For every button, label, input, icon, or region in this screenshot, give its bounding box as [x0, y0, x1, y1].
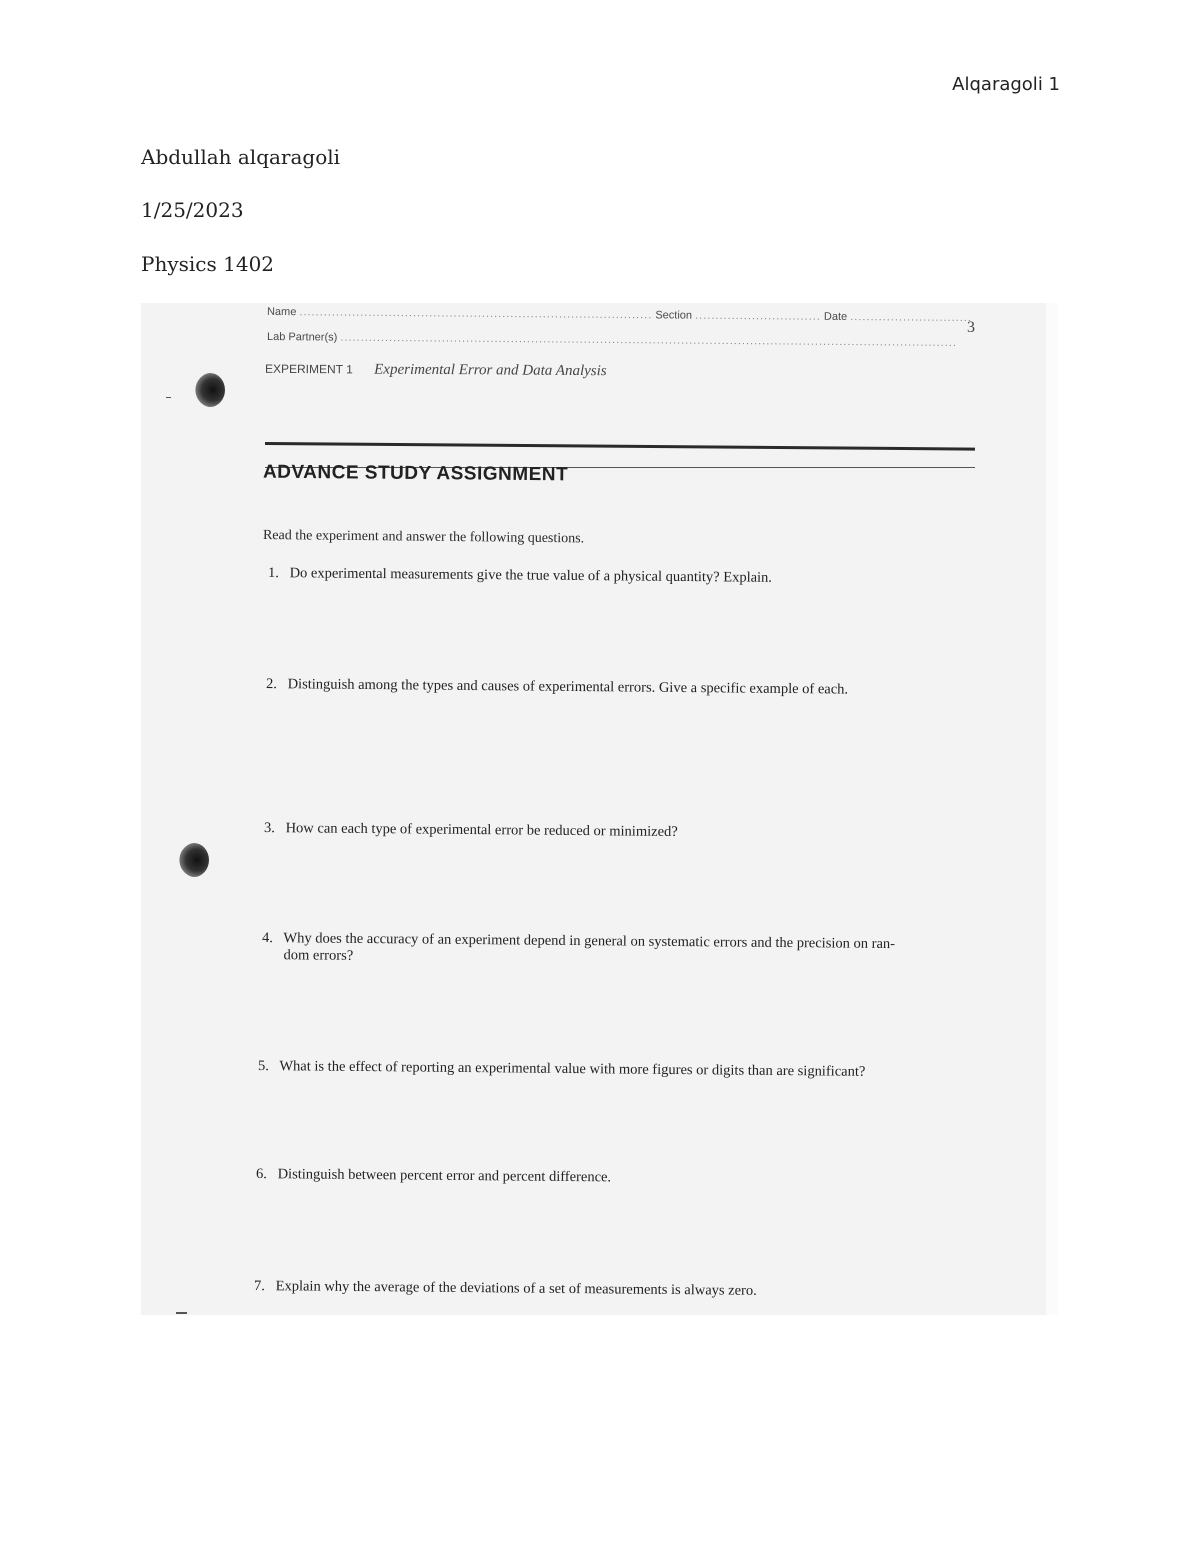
question-number: 3. — [263, 820, 275, 837]
question-text: Do experimental measurements give the true value of a physical quantity? Explain. — [289, 565, 773, 586]
question-2 — [266, 676, 848, 699]
submission-date: 1/25/2023 — [141, 198, 244, 222]
section-dots: ............................... — [695, 309, 821, 323]
section-label: Section — [655, 309, 693, 322]
question-text: Distinguish between percent error and percent difference. — [277, 1166, 612, 1186]
name-dots: ....................................................................................... — [299, 306, 653, 322]
question-6 — [256, 1166, 611, 1186]
experiment-title: Experimental Error and Data Analysis — [374, 361, 607, 380]
question-text: Distinguish among the types and causes of experimental errors. Give a specific example of each. — [287, 676, 849, 698]
scan-mark — [176, 1312, 187, 1314]
question-number: 7. — [253, 1278, 265, 1295]
question-text: Explain why the average of the deviations of a set of measurements is always zero. — [275, 1278, 757, 1299]
assignment-intro: Read the experiment and answer the following questions. — [262, 528, 585, 547]
name-label: Name — [266, 305, 297, 319]
question-number: 1. — [267, 565, 279, 582]
question-7 — [254, 1278, 757, 1300]
punch-hole-middle — [179, 843, 209, 877]
question-text: Why does the accuracy of an experiment depend in general on systematic errors and the precision on ran- — [283, 930, 896, 953]
experiment-label: EXPERIMENT 1 — [264, 361, 353, 377]
question-number: 2. — [265, 676, 277, 693]
question-3 — [264, 820, 678, 841]
assignment-heading: ADVANCE STUDY ASSIGNMENT — [262, 461, 569, 486]
question-text: How can each type of experimental error be reduced or minimized? — [285, 820, 678, 840]
question-text: What is the effect of reporting an experimental value with more figures or digits than are significant? — [279, 1058, 866, 1080]
punch-hole-top — [195, 373, 225, 407]
partner-label: Lab Partner(s) — [266, 330, 338, 344]
date-dots: .............................. — [850, 311, 972, 325]
question-text-continued: dom errors? — [283, 947, 354, 964]
partner-dots: ........................................................................................................................................................ — [340, 331, 957, 350]
question-number: 4. — [262, 930, 274, 947]
student-name: Abdullah alqaragoli — [141, 145, 341, 169]
running-header: Alqaragoli 1 — [952, 74, 1060, 95]
question-number: 6. — [255, 1166, 267, 1183]
heading-rule-thick — [265, 442, 975, 451]
question-4 — [262, 930, 895, 970]
course-name: Physics 1402 — [141, 252, 275, 276]
question-1 — [268, 565, 772, 587]
name-row — [267, 306, 972, 324]
scanned-worksheet — [141, 303, 1058, 1315]
question-5 — [258, 1058, 865, 1081]
question-number: 5. — [257, 1058, 269, 1075]
scan-edge — [1046, 303, 1058, 1315]
scan-mark — [166, 397, 171, 398]
experiment-line — [265, 361, 607, 380]
partner-row — [267, 331, 957, 349]
date-label: Date — [823, 310, 848, 323]
worksheet-page-number: 3 — [967, 319, 975, 336]
